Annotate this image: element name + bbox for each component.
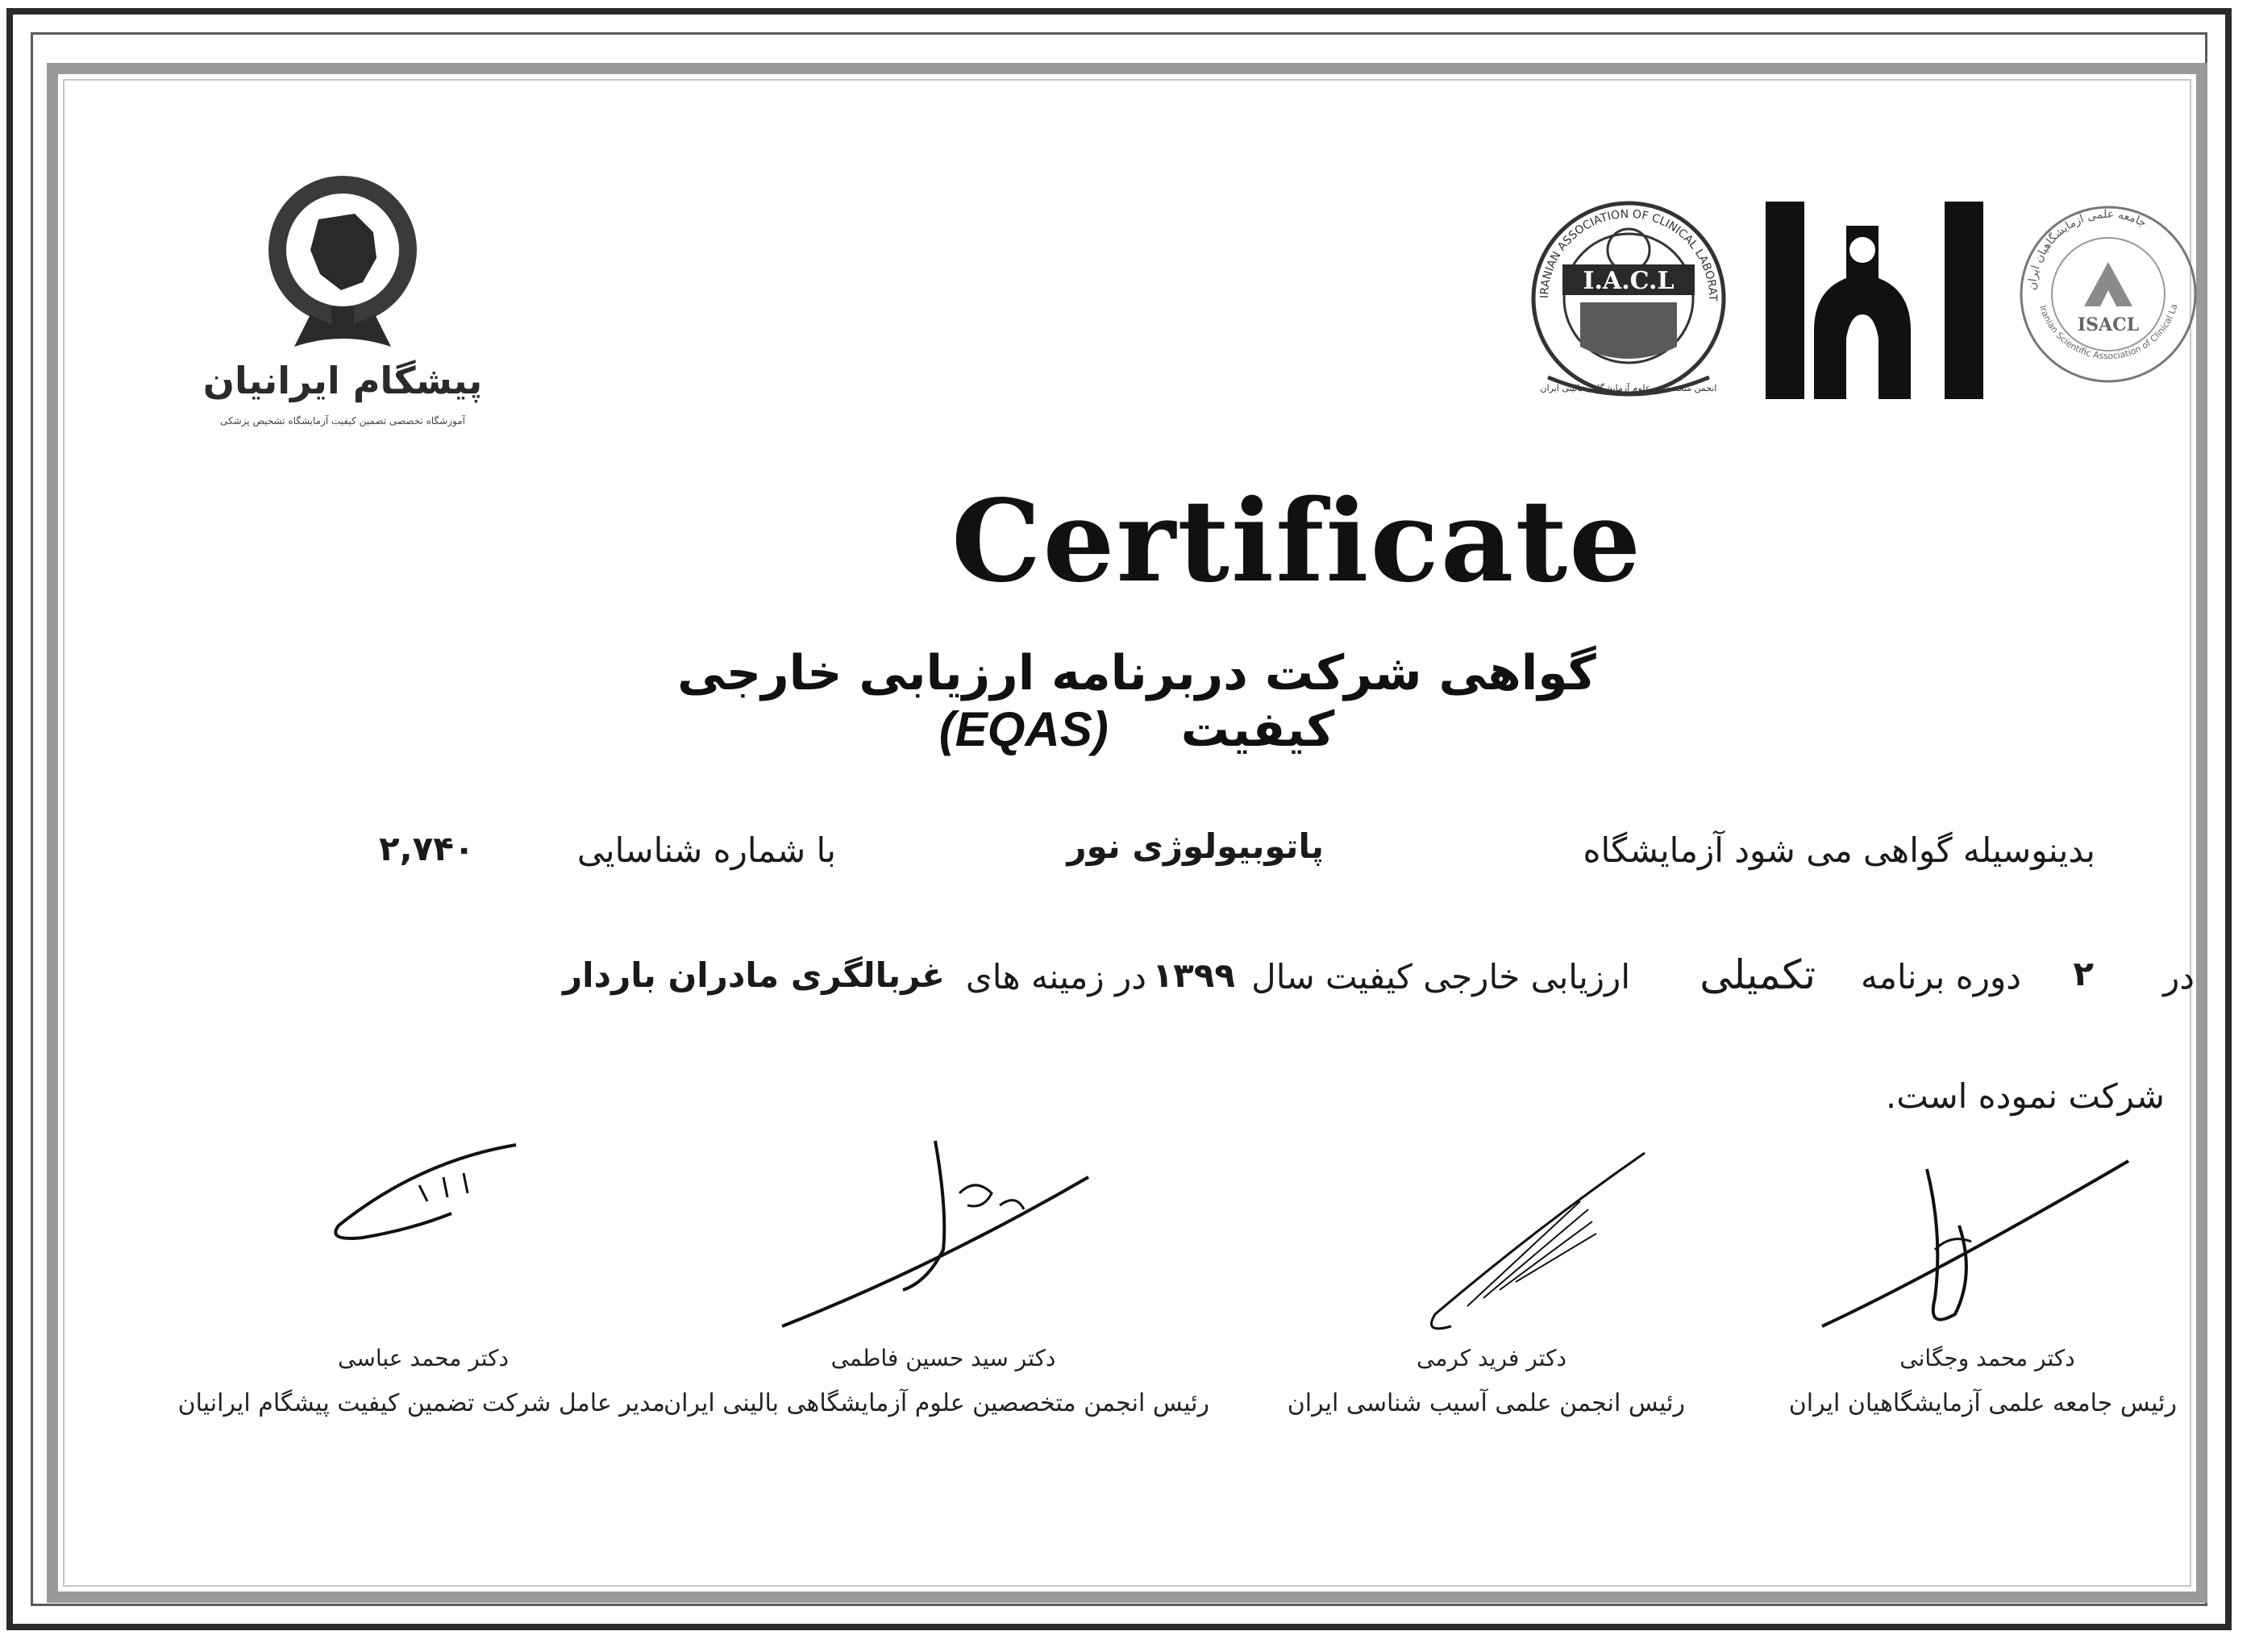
isacl-seal — [2016, 185, 2201, 399]
iacl-seal-icon — [1516, 185, 1741, 411]
signatory-name: دکتر محمد وجگانی — [1899, 1345, 2075, 1371]
line1-id-label: با شماره شناسایی — [576, 830, 836, 870]
program-year: ۱۳۹۹ — [1152, 955, 1235, 995]
pishgam-emblem-icon — [189, 169, 496, 363]
lab-name: پاتوبیولوژی نور — [1067, 826, 1324, 866]
signatory-name: دکتر محمد عباسی — [338, 1345, 509, 1371]
period-count: ۲ — [2073, 954, 2094, 993]
signatory-title: مدیر عامل شرکت تضمین کیفیت پیشگام ایرانیان — [177, 1389, 665, 1417]
signatory-title: رئیس جامعه علمی آزمایشگاهیان ایران — [1788, 1389, 2177, 1417]
program-type: تکمیلی — [1700, 951, 1816, 998]
isacl-ring-bottom-text: Iranian Scientific Association of Clinical La — [2037, 302, 2180, 362]
signatory-title: رئیس انجمن علمی آسیب شناسی ایران — [1287, 1389, 1685, 1417]
signatory-name: دکتر سید حسین فاطمی — [830, 1345, 1056, 1371]
signatory-karami — [1287, 1345, 1685, 1417]
signatory-fatemi — [664, 1345, 1209, 1417]
iacl-ring-text: IRANIAN ASSOCIATION OF CLINICAL LABORAT — [1537, 207, 1720, 302]
subtitle-eqas-code: (EQAS) — [938, 702, 1109, 756]
line3-text: شرکت نموده است. — [1885, 1076, 2165, 1116]
signatory-vajgani — [1788, 1345, 2177, 1417]
iapa-logo — [1766, 202, 1983, 399]
line2-field-prefix: در زمینه های — [965, 957, 1146, 997]
signature-fatemi-icon — [774, 1129, 1096, 1338]
certificate-title: Certificate — [951, 476, 1643, 608]
iacl-bottom-text: انجمن متخصصین علوم آزمایشگاهی بالینی ایران — [1540, 383, 1717, 393]
signatory-abbasi — [177, 1345, 665, 1417]
signature-abbasi-icon — [322, 1137, 532, 1258]
lab-id-number: ۲,۷۴۰ — [379, 829, 475, 868]
isacl-seal-icon — [2016, 185, 2201, 399]
certificate-subtitle — [484, 645, 1790, 758]
subtitle-text: گواهی شرکت دربرنامه ارزیابی خارجی کیفیت — [677, 645, 1596, 758]
iacl-banner-text: I.A.C.L — [1583, 267, 1675, 295]
pishgam-logo — [189, 169, 496, 443]
isacl-label: ISACL — [2077, 314, 2140, 335]
svg-text:جامعه علمی آزمایشگاهیان ایران — [2026, 208, 2149, 290]
signatory-title: رئیس انجمن متخصصین علوم آزمایشگاهی بالینی ایران — [664, 1389, 1209, 1417]
isacl-ring-text: جامعه علمی آزمایشگاهیان ایران — [2025, 207, 2149, 291]
signatory-name: دکتر فرید کرمی — [1417, 1345, 1566, 1371]
line2-prefix: در — [2163, 957, 2195, 997]
line2-middle: ارزیابی خارجی کیفیت سال — [1251, 957, 1630, 997]
pishgam-brand-name: پیشگام ایرانیان — [202, 359, 483, 402]
line1-intro: بدینوسیله گواهی می شود آزمایشگاه — [1583, 830, 2095, 870]
signature-karami-icon — [1419, 1145, 1661, 1338]
iacl-seal — [1516, 185, 1741, 411]
screening-field: غربالگری مادران باردار — [562, 955, 945, 995]
iapa-mark-icon — [1766, 202, 1983, 399]
line2-period-label: دوره برنامه — [1861, 957, 2021, 997]
signature-vajgani-icon — [1814, 1153, 2136, 1338]
pishgam-brand-subtitle: آموزشگاه تخصصی تضمین کیفیت آزمایشگاه تشخیص پزشکی — [219, 415, 465, 427]
